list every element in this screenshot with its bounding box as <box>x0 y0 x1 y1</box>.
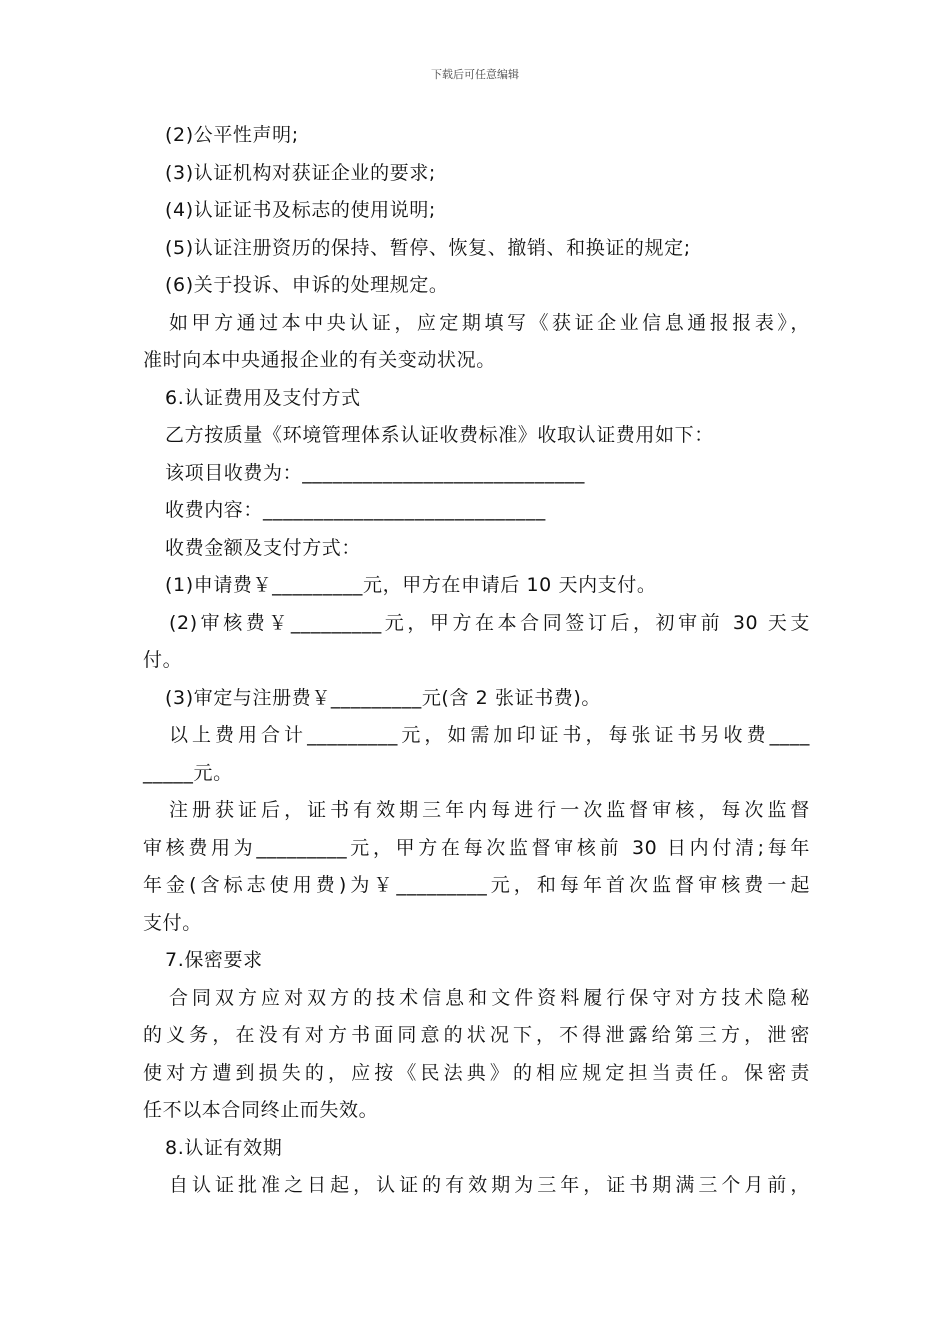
text-line: (2)公平性声明; <box>165 124 299 146</box>
text-line: 注册获证后，证书有效期三年内每进行一次监督审核，每次监督 <box>169 799 810 821</box>
text-line: 乙方按质量《环境管理体系认证收费标准》收取认证费用如下： <box>165 424 714 446</box>
text-line: _____元。 <box>143 761 233 784</box>
text-line: 收费内容：____________________________ <box>165 499 546 521</box>
text-line: (3)审定与注册费￥_________元(含 2 张证书费)。 <box>165 686 602 709</box>
text-line: (1)申请费￥_________元，甲方在申请后 10 天内支付。 <box>165 574 657 596</box>
text-line: 6.认证费用及支付方式 <box>165 386 361 409</box>
text-line: 任不以本合同终止而失效。 <box>143 1099 379 1121</box>
text-line: 以上费用合计_________元，如需加印证书，每张证书另收费____ <box>169 724 810 746</box>
text-line: 支付。 <box>143 911 202 934</box>
text-line: 付。 <box>143 649 183 671</box>
text-line: 使对方遭到损失的，应按《民法典》的相应规定担当责任。保密责 <box>143 1061 810 1084</box>
text-line: 年金(含标志使用费)为￥_________元，和每年首次监督审核费一起 <box>143 874 810 896</box>
page-header: 下载后可任意编辑 <box>431 68 519 81</box>
text-line: 该项目收费为：____________________________ <box>165 461 586 484</box>
text-line: (6)关于投诉、申诉的处理规定。 <box>165 274 449 296</box>
text-line: 如甲方通过本中央认证，应定期填写《获证企业信息通报报表》， <box>169 311 810 334</box>
text-line: 的义务，在没有对方书面同意的状况下，不得泄露给第三方，泄密 <box>143 1024 810 1046</box>
text-line: 7.保密要求 <box>165 949 263 971</box>
text-line: 8.认证有效期 <box>165 1136 283 1159</box>
text-line: 准时向本中央通报企业的有关变动状况。 <box>143 349 496 371</box>
text-line: (4)认证证书及标志的使用说明; <box>165 199 436 221</box>
text-line: (2)审核费￥_________元，甲方在本合同签订后，初审前 30 天支 <box>169 611 810 634</box>
text-line: (3)认证机构对获证企业的要求; <box>165 161 436 184</box>
text-line: 自认证批准之日起，认证的有效期为三年，证书期满三个月前， <box>169 1174 810 1196</box>
document-body <box>143 117 810 1205</box>
text-line: 收费金额及支付方式： <box>165 536 362 559</box>
text-line: 审核费用为_________元，甲方在每次监督审核前 30 日内付清;每年 <box>143 836 810 859</box>
text-line: (5)认证注册资历的保持、暂停、恢复、撤销、和换证的规定; <box>165 236 691 259</box>
text-line: 合同双方应对双方的技术信息和文件资料履行保守对方技术隐秘 <box>169 986 810 1009</box>
